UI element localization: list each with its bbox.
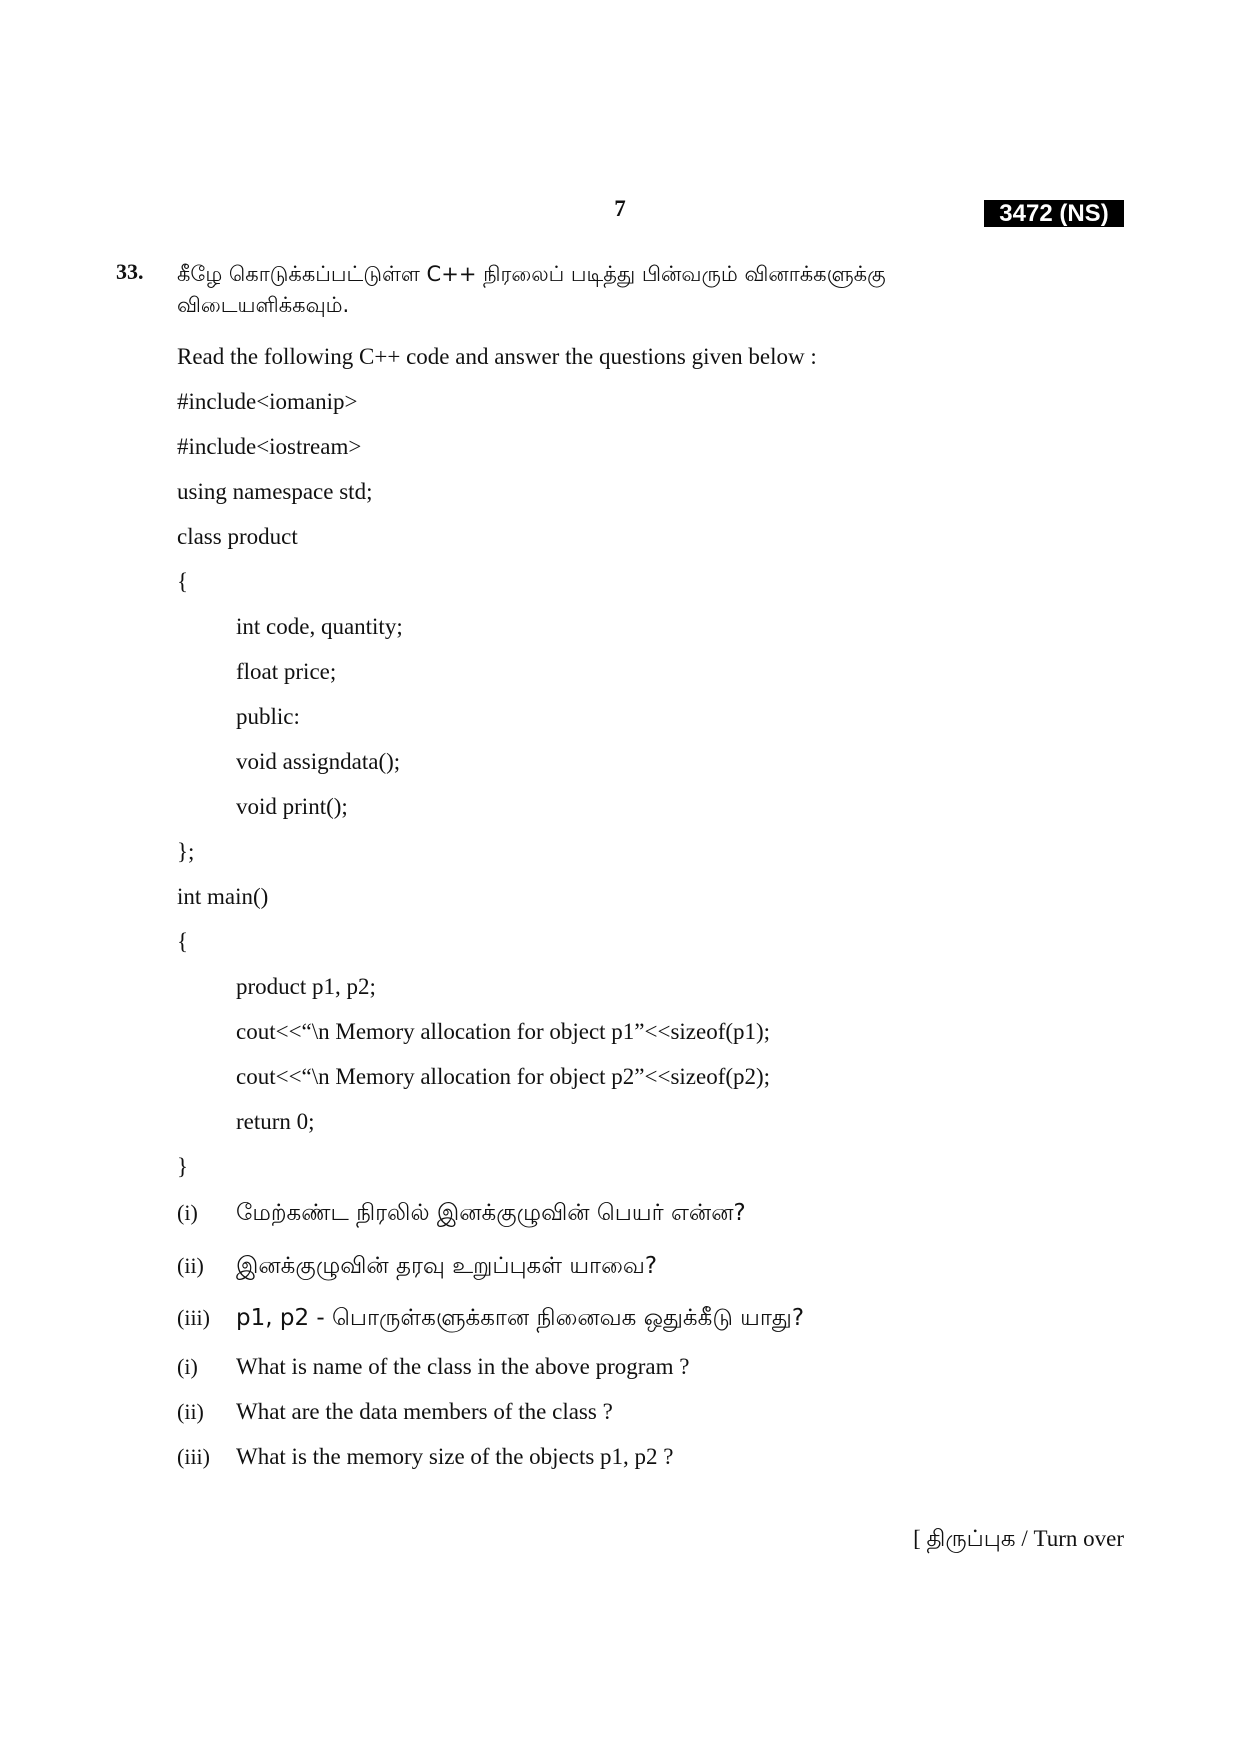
code-line: product p1, p2; bbox=[236, 974, 376, 999]
sub-question-label: (ii) bbox=[177, 1253, 204, 1278]
sub-question-text: p1, p2 - பொருள்களுக்கான நினைவக ஒதுக்கீடு யாது? bbox=[236, 1305, 805, 1331]
code-line: } bbox=[177, 1154, 189, 1179]
code-line: float price; bbox=[236, 659, 337, 684]
tamil-instruction-line1: கீழே கொடுக்கப்பட்டுள்ள C++ நிரலைப் படித்து பின்வரும் வினாக்களுக்கு bbox=[177, 262, 886, 286]
sub-question-text: What is the memory size of the objects p1, p2 ? bbox=[236, 1444, 674, 1469]
question-number: 33. bbox=[116, 259, 144, 284]
code-line: }; bbox=[177, 839, 195, 864]
code-line: void assigndata(); bbox=[236, 749, 401, 774]
sub-question-label: (i) bbox=[177, 1200, 198, 1225]
code-line: class product bbox=[177, 524, 298, 549]
code-line: int main() bbox=[177, 884, 269, 909]
code-line: int code, quantity; bbox=[236, 614, 403, 639]
code-line: cout<<“\n Memory allocation for object p1”<<sizeof(p1); bbox=[236, 1019, 771, 1044]
sub-question-text: மேற்கண்ட நிரலில் இனக்குழுவின் பெயர் என்ன? bbox=[236, 1200, 746, 1226]
tamil-instruction-line2: விடையளிக்கவும். bbox=[177, 293, 350, 317]
sub-question-label: (iii) bbox=[177, 1305, 210, 1330]
sub-question-label: (i) bbox=[177, 1354, 198, 1379]
turn-over-note: [ திருப்புக / Turn over bbox=[913, 1526, 1124, 1551]
sub-question-text: இனக்குழுவின் தரவு உறுப்புகள் யாவை? bbox=[236, 1253, 658, 1279]
code-line: #include<iomanip> bbox=[177, 389, 358, 414]
sub-question-label: (ii) bbox=[177, 1399, 204, 1424]
code-line: { bbox=[177, 569, 189, 594]
code-line: void print(); bbox=[236, 794, 348, 819]
sub-question-label: (iii) bbox=[177, 1444, 210, 1469]
english-instruction: Read the following C++ code and answer the questions given below : bbox=[177, 344, 817, 369]
code-line: cout<<“\n Memory allocation for object p2”<<sizeof(p2); bbox=[236, 1064, 771, 1089]
sub-question-text: What are the data members of the class ? bbox=[236, 1399, 613, 1424]
code-line: using namespace std; bbox=[177, 479, 373, 504]
paper-code-badge: 3472 (NS) bbox=[984, 200, 1124, 227]
page-number: 7 bbox=[614, 196, 626, 221]
code-line: return 0; bbox=[236, 1109, 315, 1134]
code-line: public: bbox=[236, 704, 300, 729]
code-line: #include<iostream> bbox=[177, 434, 362, 459]
sub-question-text: What is name of the class in the above program ? bbox=[236, 1354, 690, 1379]
code-line: { bbox=[177, 929, 189, 954]
